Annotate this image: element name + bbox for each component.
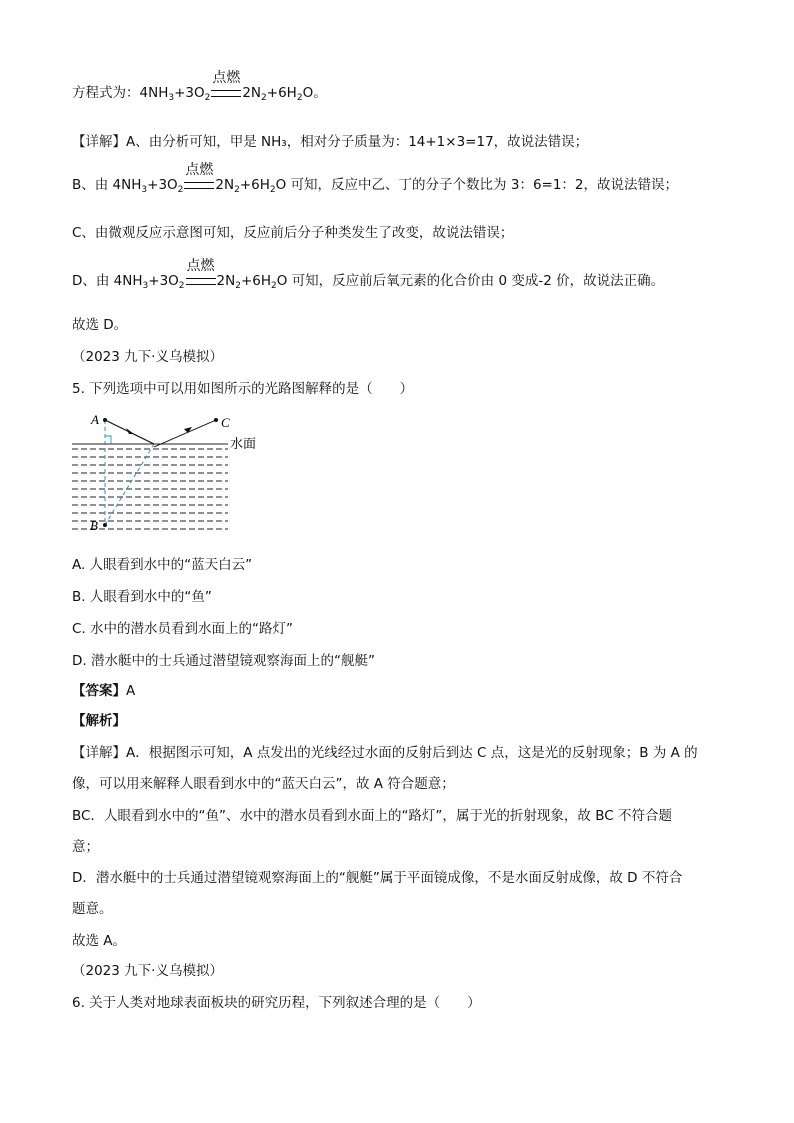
equation-prefix: 方程式为：4NH	[72, 85, 169, 101]
reflected-ray	[154, 420, 216, 447]
detail-5-line-3: BC．人眼看到水中的“鱼”、水中的潜水员看到水面上的“路灯”，属于光的折射现象，故 BC 不符合题	[72, 808, 672, 824]
detail-5-line-4: 意；	[72, 839, 99, 855]
detail-5-line-1: 【详解】A．根据图示可知，A 点发出的光线经过水面的反射后到达 C 点，这是光的反射现象；B 为 A 的	[72, 745, 698, 761]
detail-5-line-6: 题意。	[72, 901, 113, 917]
detail-d: D、由 $4NH_3+3O_2$ 点燃 $2N_2+6H_2O$ 可知，反应前后氧元素的化合价由 0 变成-2 价，故说法正确。	[72, 257, 665, 291]
reaction-arrow	[211, 69, 241, 97]
reaction-arrow: 点燃	[186, 278, 216, 285]
label-b: B	[90, 518, 98, 533]
water-body	[72, 444, 228, 529]
light-path-diagram	[72, 408, 272, 538]
reflected-arrow	[184, 427, 192, 433]
point-c	[214, 418, 218, 422]
option-a: A. 人眼看到水中的“蓝天白云”	[72, 557, 253, 573]
answer-value: A	[126, 683, 136, 699]
option-c: C. 水中的潜水员看到水面上的“路灯”	[72, 621, 293, 637]
source-tag-2: （2023 九下·义乌模拟）	[72, 963, 223, 979]
point-a	[103, 418, 107, 422]
answer	[72, 682, 135, 700]
equation-line: 方程式为：$4NH_3+3O_2$ 点燃 $2N_2+6H_2O$。	[72, 69, 327, 103]
point-b	[103, 523, 107, 527]
reaction-condition: 点燃	[212, 69, 241, 86]
water-surface-label: 水面	[230, 437, 257, 452]
analysis-label: 【解析】	[72, 713, 126, 729]
answer-label: 【答案】	[72, 683, 126, 699]
choose-a: 故选 A。	[72, 933, 127, 949]
option-d: D. 潜水艇中的士兵通过潜望镜观察海面上的“舰艇”	[72, 653, 375, 669]
right-angle-mark	[105, 436, 111, 444]
question-5: 5. 下列选项中可以用如图所示的光路图解释的是（ ）	[72, 381, 414, 397]
detail-b: B、由 $4NH_3+3O_2$ 点燃 $2N_2+6H_2O$ 可知，反应中乙、丁的分子个数比为 3：6=1：2，故说法错误；	[72, 161, 679, 195]
reaction-arrow: 点燃	[184, 182, 214, 189]
source-tag: （2023 九下·义乌模拟）	[72, 349, 223, 365]
detail-a: 【详解】A、由分析可知，甲是 NH₃，相对分子质量为：14+1×3=17，故说法错误；	[72, 134, 589, 150]
label-a: A	[91, 412, 99, 427]
label-c: C	[221, 415, 230, 430]
option-b: B. 人眼看到水中的“鱼”	[72, 589, 212, 605]
detail-5-line-5: D．潜水艇中的士兵通过潜望镜观察海面上的“舰艇”属于平面镜成像，不是水面反射成像，故 D 不符合	[72, 870, 683, 886]
question-6: 6. 关于人类对地球表面板块的研究历程，下列叙述合理的是（ ）	[72, 995, 481, 1011]
detail-c: C、由微观反应示意图可知，反应前后分子种类发生了改变，故说法错误；	[72, 225, 514, 241]
detail-5-line-2: 像，可以用来解释人眼看到水中的“蓝天白云”，故 A 符合题意；	[72, 776, 455, 792]
choose-d: 故选 D。	[72, 317, 128, 333]
